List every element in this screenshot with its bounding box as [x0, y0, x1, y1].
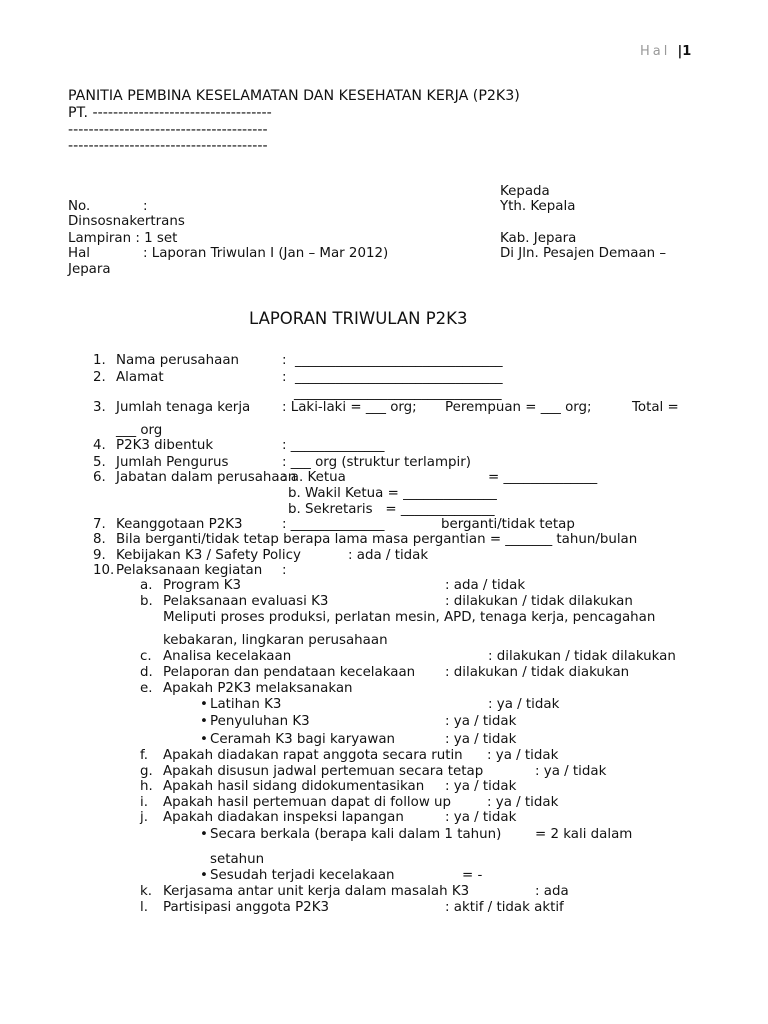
no-label: No.: [68, 199, 91, 214]
sub-i-value: : ya / tidak: [487, 795, 559, 810]
dinsos: Dinsosnakertrans: [68, 214, 185, 229]
page-title: LAPORAN TRIWULAN P2K3: [249, 309, 468, 328]
item-9-value: : ada / tidak: [348, 548, 429, 563]
item-4-number: 4.: [93, 438, 106, 453]
sub-b-letter: b.: [140, 594, 153, 609]
sub-g-value: : ya / tidak: [535, 764, 607, 779]
item-6-ketua: : a. Ketua: [282, 470, 346, 485]
item-10-colon: :: [282, 563, 287, 578]
item-3-male: : Laki-laki = ___ org;: [282, 400, 417, 415]
item-6-ketua-value: = ______________: [488, 470, 598, 485]
sub-b-detail-2: kebakaran, lingkaran perusahaan: [163, 633, 388, 648]
org-dash-line-1: ---------------------------------------: [68, 122, 268, 138]
org-name: PANITIA PEMBINA KESELAMATAN DAN KESEHATAN KERJA (P2K3): [68, 88, 520, 104]
sub-h-value: : ya / tidak: [445, 779, 517, 794]
sub-i-label: Apakah hasil pertemuan dapat di follow up: [163, 795, 452, 810]
item-6-sekretaris: b. Sekretaris = ______________: [288, 502, 495, 517]
hal-continuation: Jepara: [68, 262, 111, 277]
sub-c-value: : dilakukan / tidak dilakukan: [488, 649, 676, 664]
sub-k-value: : ada: [535, 884, 569, 899]
sub-e-label: Apakah P2K3 melaksanakan: [163, 681, 353, 696]
item-9-number: 9.: [93, 548, 106, 563]
sub-k-label: Kerjasama antar unit kerja dalam masalah K3: [163, 884, 470, 899]
sub-f-label: Apakah diadakan rapat anggota secara rutin: [163, 748, 463, 763]
item-3-female: Perempuan = ___ org;: [445, 400, 592, 415]
item-7-status: berganti/tidak tetap: [441, 517, 575, 532]
sub-e1-label: • Latihan K3: [210, 697, 281, 713]
sub-k-letter: k.: [140, 884, 153, 899]
item-8-number: 8.: [93, 532, 106, 547]
item-3-number: 3.: [93, 400, 106, 415]
sub-g-label: Apakah disusun jadwal pertemuan secara tetap: [163, 764, 484, 779]
hal-value: : Laporan Triwulan I (Jan – Mar 2012): [143, 246, 389, 261]
sub-h-letter: h.: [140, 779, 153, 794]
item-10-number: 10.: [93, 563, 115, 578]
item-3-label: Jumlah tenaga kerja: [116, 400, 251, 415]
sub-f-value: : ya / tidak: [487, 748, 559, 763]
sub-b-detail-1: Meliputi proses produksi, perlatan mesin, APD, tenaga kerja, pencagahan: [163, 610, 656, 625]
sub-g-letter: g.: [140, 764, 153, 779]
item-2-value-line-2: _______________________________: [294, 386, 502, 401]
org-pt: PT. -----------------------------------: [68, 105, 272, 121]
sub-l-letter: l.: [140, 900, 148, 915]
sub-h-label: Apakah hasil sidang didokumentasikan: [163, 779, 425, 794]
item-6-number: 6.: [93, 470, 106, 485]
page-label: Hal: [640, 44, 671, 59]
item-5-label: Jumlah Pengurus: [116, 455, 229, 470]
page-separator: |: [677, 44, 683, 59]
item-1-label: Nama perusahaan: [116, 353, 240, 368]
item-7-number: 7.: [93, 517, 106, 532]
sub-e2-value: : ya / tidak: [445, 714, 517, 729]
item-10-label: Pelaksanaan kegiatan: [116, 563, 263, 578]
sub-j-letter: j.: [140, 810, 148, 825]
sub-a-label: Program K3: [163, 578, 242, 593]
sub-b-label: Pelaksanaan evaluasi K3: [163, 594, 329, 609]
sub-j1-label: • Secara berkala (berapa kali dalam 1 tahun): [210, 827, 501, 843]
sub-i-letter: i.: [140, 795, 148, 810]
sub-c-label: Analisa kecelakaan: [163, 649, 292, 664]
sub-j1-continuation: setahun: [210, 852, 265, 867]
item-4-label: P2K3 dibentuk: [116, 438, 214, 453]
item-2-number: 2.: [93, 370, 106, 385]
item-3-total-value: ___ org: [116, 423, 163, 438]
item-9-label: Kebijakan K3 / Safety Policy: [116, 548, 301, 563]
page-number: [640, 44, 691, 60]
item-8-label: Bila berganti/tidak tetap berapa lama masa pergantian = _______ tahun/bulan: [116, 532, 638, 547]
sub-e3-label: • Ceramah K3 bagi karyawan: [210, 732, 395, 748]
sub-c-letter: c.: [140, 649, 152, 664]
org-dash-line-2: ---------------------------------------: [68, 138, 268, 154]
sub-f-letter: f.: [140, 748, 148, 763]
item-2-label: Alamat: [116, 370, 164, 385]
page-number-value: 1: [682, 44, 692, 59]
sub-d-value: : dilakukan / tidak diakukan: [445, 665, 630, 680]
sub-j-label: Apakah diadakan inspeksi lapangan: [163, 810, 404, 825]
sub-l-label: Partisipasi anggota P2K3: [163, 900, 330, 915]
sub-d-label: Pelaporan dan pendataan kecelakaan: [163, 665, 416, 680]
item-4-value: : ______________: [282, 438, 385, 453]
sub-a-value: : ada / tidak: [445, 578, 526, 593]
sub-j-value: : ya / tidak: [445, 810, 517, 825]
sub-a-letter: a.: [140, 578, 153, 593]
sub-b-value: : dilakukan / tidak dilakukan: [445, 594, 633, 609]
lampiran: Lampiran : 1 set: [68, 231, 178, 246]
sub-e3-value: : ya / tidak: [445, 732, 517, 747]
item-6-wakil: b. Wakil Ketua = ______________: [288, 486, 497, 501]
no-colon: :: [143, 199, 148, 214]
hal-label: Hal: [68, 246, 90, 261]
item-5-value: : ___ org (struktur terlampir): [282, 455, 471, 470]
item-7-value: : ______________: [282, 517, 385, 532]
address: Di Jln. Pesajen Demaan –: [500, 246, 667, 261]
sub-e2-label: • Penyuluhan K3: [210, 714, 310, 730]
yth: Yth. Kepala: [500, 199, 576, 214]
item-7-label: Keanggotaan P2K3: [116, 517, 243, 532]
sub-l-value: : aktif / tidak aktif: [445, 900, 564, 915]
sub-j2-value: = -: [462, 868, 483, 883]
item-6-label: Jabatan dalam perusahaan: [116, 470, 297, 485]
kepada: Kepada: [500, 184, 550, 199]
sub-e1-value: : ya / tidak: [488, 697, 560, 712]
sub-j1-value: = 2 kali dalam: [535, 827, 633, 842]
sub-e-letter: e.: [140, 681, 153, 696]
item-2-value: : _______________________________: [282, 370, 503, 385]
kab: Kab. Jepara: [500, 231, 577, 246]
item-1-number: 1.: [93, 353, 106, 368]
sub-d-letter: d.: [140, 665, 153, 680]
sub-j2-label: • Sesudah terjadi kecelakaan: [210, 868, 395, 884]
item-5-number: 5.: [93, 455, 106, 470]
item-3-total: Total =: [632, 400, 679, 415]
item-1-value: : _______________________________: [282, 353, 503, 368]
